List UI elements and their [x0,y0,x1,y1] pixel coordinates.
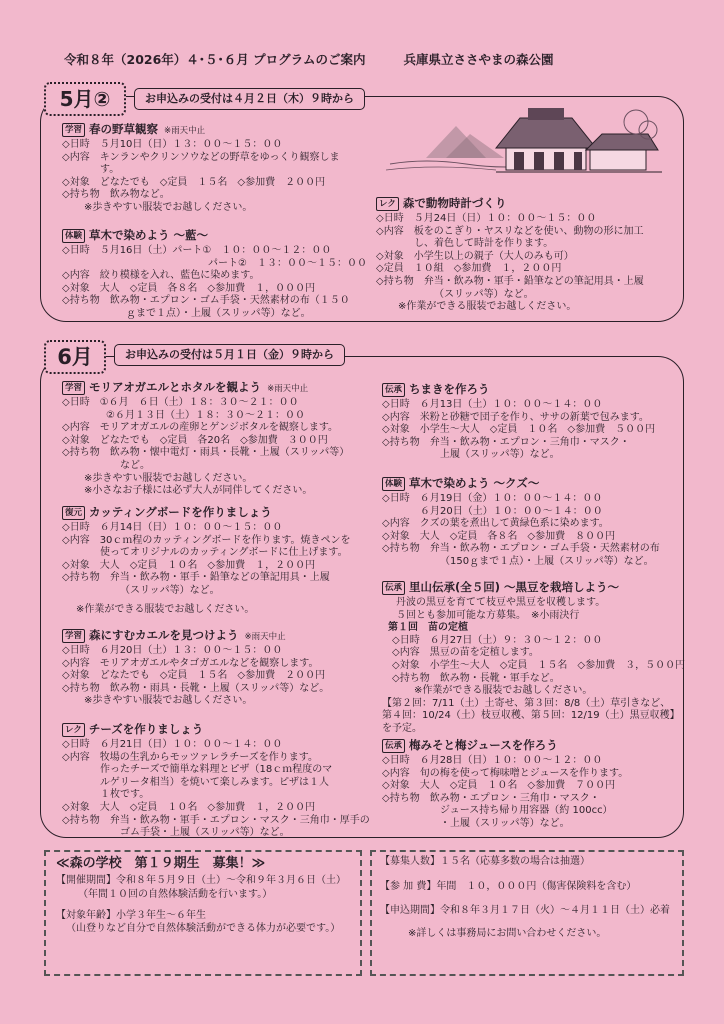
event-detail: 使ってオリジナルのカッティングボードに仕上げます。 [100,547,348,559]
event-detail: 丹波の黒豆を育てて枝豆や黒豆を収穫します。 [396,597,606,608]
event-detail: ◇内容 黒豆の苗を定植します。 [392,647,539,659]
event-detail: ◇対象 大人 ◇定員 １０名 ◇参加費 １，２００円 [62,801,316,813]
event-cheese-making [62,722,382,840]
event-cutting-board [62,505,382,616]
event-title: 春の野草観察 [89,122,159,136]
rain-note: ※雨天中止 [267,384,309,394]
event-detail: 上履（スリッパ等）など。 [440,449,560,461]
event-detail: ６月20日（土）１０：００～１４：００ [420,505,603,517]
event-title: 草木で染めよう ～クズ～ [409,476,540,490]
category-tag: 学習 [62,629,85,643]
event-schedule: を予定。 [382,722,422,734]
event-detail: ◇対象 どなたでも ◇定員 各20名 ◇参加費 ３００円 [62,434,328,446]
rain-note: ※雨天中止 [244,632,286,642]
event-frog-firefly [62,380,382,498]
event-detail: ◇持ち物 弁当・飲み物・軍手・鉛筆などの筆記用具・上履 [376,275,644,287]
park-building-illustration [386,104,662,180]
event-detail: ◇持ち物 飲み物・懐中電灯・雨具・長靴・上履（スリッパ等） [62,447,350,459]
event-title: 草木で染めよう ～藍～ [89,228,209,242]
category-tag: 学習 [62,381,85,395]
category-tag: 復元 [62,506,85,520]
event-detail: ◇日時 ６月20日（土）１３：００～１５：００ [62,645,283,656]
event-detail: （スリッパ等）など。 [434,288,534,300]
event-detail: ◇持ち物 飲み物・長靴・軍手など。 [392,672,560,684]
event-detail: ◇内容 クズの葉を煮出して黄緑色系に染めます。 [382,518,609,530]
category-tag: レク [62,723,85,737]
session-title: 第１回 苗の定植 [388,622,468,634]
event-note: ※作業ができる服装でお越しください。 [76,603,255,615]
event-detail: （150ｇまで１点）・上履（スリッパ等）など。 [440,555,654,567]
event-detail: ゴム手袋・上履（スリッパ等）など。 [120,827,290,839]
event-detail: す。 [100,164,120,176]
event-detail: ◇対象 大人 ◇定員 各８名 ◇参加費 １，０００円 [62,282,316,294]
school-fee: 【参 加 費】年間 １０，０００円（傷害保険料を含む） [380,880,637,892]
event-detail: ◇内容 板をのこぎり・ヤスリなどを使い、動物の形に加工 [376,225,644,237]
event-detail: パート② １３：００～１５：００ [208,257,367,269]
event-detail: ◇内容 キンランやクリンソウなどの野草をゆっくり観察しま [62,151,340,163]
category-tag: 体験 [382,477,405,491]
event-detail: ◇内容 モリアオガエルの産卵とゲンジボタルを観察します。 [62,422,339,434]
event-black-soybean [382,580,686,736]
event-detail: など。 [120,459,150,471]
school-inquiry-note: ※詳しくは事務局にお問い合わせください。 [408,927,607,939]
event-note: ※作業ができる服装でお越しください。 [398,301,577,313]
category-tag: 伝承 [382,581,405,595]
event-spring-wildflowers [62,122,382,215]
event-plum-miso-juice [382,738,682,831]
may-badge: 5月② [44,82,126,116]
event-indigo-dyeing [62,228,382,321]
school-application-period: 【申込期間】令和８年３月１７日（火）～４月１１日（土）必着 [380,905,670,917]
category-tag: 体験 [62,229,85,243]
event-detail: ◇持ち物 飲み物・エプロン・ゴム手袋・天然素材の布（１５０ [62,295,350,307]
june-badge: 6月 [44,340,106,374]
event-detail: ◇内容 牧場の生乳からモッツァレラチーズを作ります。 [62,751,318,763]
school-period: 【開催期間】令和８年５月９日（土）～令和９年３月６日（土） [56,875,346,887]
event-note: ※歩きやすい服装でお越しください。 [84,201,253,213]
event-detail: ◇内容 30ｃｍ程のカッティングボードを作ります。焼きペンを [62,534,351,546]
category-tag: レク [376,197,399,211]
event-detail: ◇日時 ５月24日（日）１０：００～１５：００ [376,213,597,224]
event-detail: ◇対象 大人 ◇定員 １０名 ◇参加費 １，２００円 [62,559,316,571]
organization-name: 兵庫県立ささやまの森公園 [403,52,554,67]
event-detail: ジュース持ち帰り用容器（約 100cc） [440,805,613,817]
school-age: 【対象年齢】小学３年生～６年生 [56,909,206,921]
event-schedule: 【第２回：7/11（土）土寄せ、第３回：8/8（土）草引きなど、 [382,697,671,709]
school-application-panel [370,850,684,976]
event-detail: ◇日時 ６月21日（日）１０：００～１４：００ [62,739,283,750]
event-detail: ◇日時 ５月10日（日）１３：００～１５：００ [62,139,283,150]
event-title: ちまきを作ろう [409,382,490,396]
event-title: モリアオガエルとホタルを観よう [89,380,262,394]
event-detail: ◇持ち物 弁当・飲み物・軍手・エプロン・マスク・三角巾・厚手の [62,814,370,826]
school-age-note: （山登りなど自分で自然体験活動ができる体力が必要です。） [66,923,341,935]
school-recruitment-panel [44,850,362,976]
event-detail: ◇内容 米粉と砂糖で団子を作り、ササの新葉で包みます。 [382,411,649,423]
event-detail: し、着色して時計を作ります。 [414,238,554,250]
school-capacity: 【募集人数】１５名（応募多数の場合は抽選） [380,856,590,867]
event-detail: １枚です。 [100,789,150,801]
event-detail: ◇対象 どなたでも ◇定員 １５名 ◇参加費 ２００円 [62,670,326,682]
event-detail: ・上履（スリッパ等）など。 [440,817,570,829]
event-detail: ◇日時 ６月27日（土）９：３０～１２：００ [392,634,603,646]
event-detail: ◇持ち物 弁当・飲み物・エプロン・ゴム手袋・天然素材の布 [382,543,660,555]
event-detail: ルゲリータ相当）を焼いて楽しみます。ピザは１人 [100,776,329,788]
event-detail: （スリッパ等）など。 [120,584,220,596]
event-note: ※歩きやすい服装でお越しください。 [84,472,253,484]
event-detail: ◇持ち物 弁当・飲み物・軍手・鉛筆などの筆記用具・上履 [62,572,330,584]
event-detail: ◇持ち物 飲み物・エプロン・三角巾・マスク・ [382,792,600,804]
event-detail: ◇持ち物 弁当・飲み物・エプロン・三角巾・マスク・ [382,436,630,448]
event-detail: ｇまで１点）・上履（スリッパ等）など。 [126,307,311,319]
event-detail: ◇対象 小学生～大人 ◇定員 １５名 ◇参加費 ３，５００円 [392,659,686,671]
category-tag: 伝承 [382,739,405,753]
event-note: ※小さなお子様には必ず大人が同伴してください。 [84,485,313,497]
event-detail: ◇内容 旬の梅を使って梅味噌とジュースを作ります。 [382,767,629,779]
event-detail: 作ったチーズで簡単な料理とピザ（18ｃｍ程度のマ [100,764,333,776]
event-detail: ５回とも参加可能な方募集。 ※小雨決行 [396,609,580,621]
event-detail: ◇内容 モリアオガエルやタゴガエルなどを観察します。 [62,657,319,669]
rain-note: ※雨天中止 [164,126,206,136]
event-detail: ◇持ち物 飲み物など。 [62,189,170,201]
event-detail: ◇日時 ５月16日（土）パート① １０：００～１２：００ [62,245,332,256]
june-deadline: お申込みの受付は５月１日（金）９時から [114,344,345,366]
event-detail: ◇対象 大人 ◇定員 １０名 ◇参加費 ７００円 [382,780,616,792]
event-detail: ◇対象 小学生以上の親子（大人のみも可） [376,250,574,262]
event-title: カッティングボードを作りましょう [89,505,272,519]
event-title: 里山伝承(全５回) ～黒豆を栽培しよう～ [409,580,620,594]
event-detail: ◇日時 ６月19日（金）１０：００～１４：００ [382,493,603,504]
page-title: 令和８年（2026年）４･５･６月 プログラムのご案内 [64,52,366,67]
event-detail: ◇定員 １０組 ◇参加費 １，２００円 [376,263,562,275]
event-title: 森で動物時計づくり [402,196,507,210]
event-note: ※作業ができる服装でお越しください。 [414,685,593,697]
event-detail: ◇対象 大人 ◇定員 各８名 ◇参加費 ８００円 [382,530,616,542]
school-title: ≪森の学校 第１９期生 募集！≫ [56,856,266,871]
may-deadline: お申込みの受付は４月２日（木）９時から [134,88,365,110]
category-tag: 伝承 [382,383,405,397]
event-animal-clock [376,196,676,314]
category-tag: 学習 [62,123,85,137]
event-detail: ◇対象 小学生～大人 ◇定員 １０名 ◇参加費 ５００円 [382,424,656,436]
event-detail: ◇日時 ６月13日（土）１０：００～１４：００ [382,399,603,410]
event-forest-frogs [62,628,382,708]
event-detail: ◇内容 絞り模様を入れ、藍色に染めます。 [62,270,260,282]
event-detail: ◇持ち物 飲み物・雨具・長靴・上履（スリッパ等）など。 [62,682,330,694]
page-header [64,52,554,68]
school-period-note: （年間１０回の自然体験活動を行います。） [78,888,273,900]
event-chimaki [382,382,682,462]
event-detail: ◇日時 ①６月 ６日（土）１８：３０～２１：００ [62,397,299,408]
event-detail: ◇日時 ６月28日（日）１０：００～１２：００ [382,755,603,766]
event-title: 梅みそと梅ジュースを作ろう [409,738,558,752]
event-detail: ◇対象 どなたでも ◇定員 １５名 ◇参加費 ２００円 [62,176,326,188]
event-note: ※歩きやすい服装でお越しください。 [84,695,253,707]
event-title: 森にすむカエルを見つけよう [89,628,239,642]
event-title: チーズを作りましょう [88,722,204,736]
event-detail: ②６月１３日（土）１８：３０～２１：００ [106,409,305,421]
event-kudzu-dyeing [382,476,682,569]
event-schedule: 第４回：10/24（土）枝豆収穫、第５回：12/19（土）黒豆収穫】 [382,710,680,722]
event-detail: ◇日時 ６月14日（日）１０：００～１５：００ [62,522,283,533]
